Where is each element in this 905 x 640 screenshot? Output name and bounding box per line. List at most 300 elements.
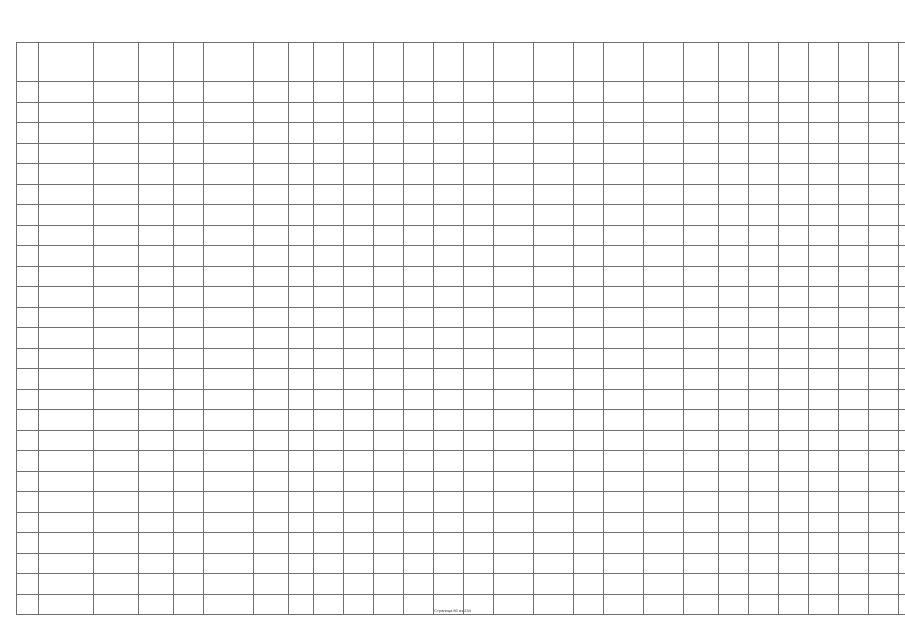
table-cell [899, 246, 905, 267]
table-cell [344, 574, 374, 595]
column-header [899, 43, 905, 82]
column-header [719, 43, 749, 82]
table-cell [869, 369, 899, 390]
table-cell [719, 348, 749, 369]
table-row [17, 102, 905, 123]
table-cell [39, 205, 94, 226]
table-cell [869, 389, 899, 410]
table-cell [644, 389, 684, 410]
table-cell [869, 430, 899, 451]
table-cell [254, 328, 289, 349]
table-cell [749, 471, 779, 492]
column-header [289, 43, 314, 82]
table-cell [839, 348, 869, 369]
table-cell [644, 225, 684, 246]
table-cell [174, 574, 204, 595]
table-cell [749, 574, 779, 595]
table-cell [434, 266, 464, 287]
table-cell [494, 184, 534, 205]
table-cell [289, 82, 314, 103]
table-cell [574, 143, 604, 164]
table-cell [289, 184, 314, 205]
table-cell [254, 143, 289, 164]
table-cell [139, 225, 174, 246]
table-cell [17, 184, 39, 205]
table-cell [899, 512, 905, 533]
table-cell [404, 266, 434, 287]
table-cell [314, 82, 344, 103]
table-cell [719, 225, 749, 246]
table-cell [644, 328, 684, 349]
table-cell [869, 410, 899, 431]
table-cell [779, 123, 809, 144]
table-cell [779, 574, 809, 595]
table-cell [839, 471, 869, 492]
table-cell [434, 512, 464, 533]
table-cell [254, 266, 289, 287]
table-cell [254, 184, 289, 205]
table-cell [139, 266, 174, 287]
table-cell [779, 389, 809, 410]
table-cell [344, 225, 374, 246]
table-cell [839, 512, 869, 533]
table-cell [604, 574, 644, 595]
table-cell [204, 451, 254, 472]
table-cell [534, 225, 574, 246]
table-cell [344, 143, 374, 164]
table-row [17, 164, 905, 185]
table-row [17, 266, 905, 287]
table-header [17, 43, 905, 82]
table-cell [779, 287, 809, 308]
table-row [17, 348, 905, 369]
table-cell [374, 451, 404, 472]
table-cell [779, 348, 809, 369]
table-cell [374, 492, 404, 513]
table-cell [604, 82, 644, 103]
table-cell [779, 164, 809, 185]
table-cell [39, 471, 94, 492]
table-cell [779, 307, 809, 328]
table-cell [719, 389, 749, 410]
table-cell [809, 307, 839, 328]
table-cell [869, 328, 899, 349]
column-header [174, 43, 204, 82]
table-cell [254, 82, 289, 103]
table-cell [254, 164, 289, 185]
table-cell [464, 389, 494, 410]
table-cell [604, 205, 644, 226]
table-cell [204, 369, 254, 390]
table-cell [374, 164, 404, 185]
table-cell [314, 246, 344, 267]
table-cell [374, 246, 404, 267]
table-cell [404, 328, 434, 349]
table-cell [344, 184, 374, 205]
table-cell [94, 553, 139, 574]
table-cell [94, 574, 139, 595]
table-cell [574, 246, 604, 267]
table-cell [749, 492, 779, 513]
table-cell [374, 123, 404, 144]
table-cell [464, 410, 494, 431]
table-cell [574, 553, 604, 574]
table-cell [254, 512, 289, 533]
table-cell [434, 369, 464, 390]
table-cell [899, 102, 905, 123]
table-cell [174, 369, 204, 390]
table-cell [289, 369, 314, 390]
table-cell [684, 533, 719, 554]
table-body [17, 82, 905, 615]
table-cell [139, 205, 174, 226]
table-cell [839, 246, 869, 267]
table-cell [17, 328, 39, 349]
table-cell [644, 123, 684, 144]
table-cell [254, 410, 289, 431]
table-cell [289, 533, 314, 554]
table-cell [17, 287, 39, 308]
table-cell [174, 348, 204, 369]
table-cell [94, 82, 139, 103]
table-cell [899, 287, 905, 308]
table-cell [17, 266, 39, 287]
table-cell [719, 471, 749, 492]
table-cell [604, 492, 644, 513]
table-cell [464, 328, 494, 349]
table-cell [139, 471, 174, 492]
table-cell [574, 287, 604, 308]
table-cell [174, 184, 204, 205]
page-footer: Страница 80 из 234 [434, 608, 471, 613]
table-cell [174, 410, 204, 431]
table-cell [344, 533, 374, 554]
table-cell [314, 430, 344, 451]
table-cell [254, 348, 289, 369]
table-cell [644, 143, 684, 164]
table-cell [534, 410, 574, 431]
table-cell [94, 225, 139, 246]
table-cell [17, 410, 39, 431]
table-cell [344, 246, 374, 267]
table-cell [139, 307, 174, 328]
table-cell [749, 184, 779, 205]
table-cell [494, 102, 534, 123]
table-cell [899, 348, 905, 369]
table-cell [139, 328, 174, 349]
table-cell [94, 348, 139, 369]
table-cell [644, 574, 684, 595]
table-cell [684, 246, 719, 267]
table-cell [254, 205, 289, 226]
table-cell [289, 512, 314, 533]
table-cell [289, 451, 314, 472]
table-cell [534, 307, 574, 328]
table-cell [749, 553, 779, 574]
table-cell [94, 471, 139, 492]
table-cell [604, 225, 644, 246]
table-cell [39, 430, 94, 451]
table-cell [839, 164, 869, 185]
table-cell [644, 164, 684, 185]
table-cell [139, 389, 174, 410]
table-cell [94, 164, 139, 185]
table-cell [289, 430, 314, 451]
table-cell [779, 451, 809, 472]
table-cell [94, 512, 139, 533]
table-cell [314, 205, 344, 226]
table-cell [17, 389, 39, 410]
table-cell [434, 574, 464, 595]
table-cell [254, 430, 289, 451]
table-cell [344, 430, 374, 451]
column-header [254, 43, 289, 82]
table-cell [604, 287, 644, 308]
table-cell [534, 348, 574, 369]
table-cell [94, 369, 139, 390]
table-cell [494, 492, 534, 513]
table-cell [344, 553, 374, 574]
table-cell [574, 512, 604, 533]
table-cell [494, 574, 534, 595]
table-cell [464, 82, 494, 103]
table-cell [749, 533, 779, 554]
table-cell [204, 430, 254, 451]
table-cell [39, 574, 94, 595]
header-row [17, 43, 905, 82]
table-cell [404, 348, 434, 369]
table-cell [809, 430, 839, 451]
table-cell [749, 164, 779, 185]
table-cell [139, 533, 174, 554]
table-cell [254, 287, 289, 308]
table-cell [869, 533, 899, 554]
table-cell [684, 143, 719, 164]
table-cell [899, 471, 905, 492]
table-cell [719, 164, 749, 185]
table-cell [809, 492, 839, 513]
table-cell [684, 451, 719, 472]
table-cell [494, 410, 534, 431]
table-cell [254, 307, 289, 328]
table-cell [174, 123, 204, 144]
column-header [749, 43, 779, 82]
table-row [17, 205, 905, 226]
table-cell [899, 533, 905, 554]
column-header [494, 43, 534, 82]
table-cell [809, 471, 839, 492]
table-cell [899, 553, 905, 574]
table-cell [174, 225, 204, 246]
table-cell [899, 123, 905, 144]
table-cell [314, 512, 344, 533]
table-cell [494, 123, 534, 144]
table-cell [404, 307, 434, 328]
table-cell [289, 123, 314, 144]
table-cell [899, 266, 905, 287]
table-cell [39, 369, 94, 390]
table-cell [374, 266, 404, 287]
table-cell [139, 410, 174, 431]
table-cell [254, 369, 289, 390]
table-cell [139, 369, 174, 390]
table-cell [314, 348, 344, 369]
table-cell [839, 430, 869, 451]
table-cell [204, 184, 254, 205]
table-cell [534, 389, 574, 410]
table-cell [94, 205, 139, 226]
table-cell [17, 307, 39, 328]
table-cell [869, 348, 899, 369]
table-cell [374, 328, 404, 349]
table-cell [644, 553, 684, 574]
table-cell [644, 369, 684, 390]
table-cell [574, 348, 604, 369]
table-cell [39, 533, 94, 554]
table-cell [779, 553, 809, 574]
table-cell [604, 553, 644, 574]
table-row [17, 82, 905, 103]
table-cell [869, 205, 899, 226]
table-cell [809, 451, 839, 472]
table-cell [204, 164, 254, 185]
table-cell [899, 451, 905, 472]
table-cell [604, 512, 644, 533]
table-cell [174, 389, 204, 410]
table-cell [719, 451, 749, 472]
table-cell [749, 348, 779, 369]
table-cell [574, 307, 604, 328]
table-cell [404, 164, 434, 185]
table-cell [899, 369, 905, 390]
table-cell [809, 287, 839, 308]
table-cell [809, 348, 839, 369]
table-cell [719, 307, 749, 328]
table-cell [719, 287, 749, 308]
table-cell [344, 471, 374, 492]
table-cell [869, 287, 899, 308]
table-cell [494, 369, 534, 390]
table-cell [644, 348, 684, 369]
table-cell [174, 246, 204, 267]
table-cell [644, 512, 684, 533]
table-cell [839, 369, 869, 390]
table-cell [139, 574, 174, 595]
table-cell [404, 369, 434, 390]
column-header [404, 43, 434, 82]
table-row [17, 184, 905, 205]
table-cell [404, 184, 434, 205]
table-cell [604, 369, 644, 390]
table-cell [604, 266, 644, 287]
table-cell [464, 574, 494, 595]
table-cell [719, 123, 749, 144]
table-cell [534, 266, 574, 287]
table-row [17, 553, 905, 574]
table-cell [374, 307, 404, 328]
table-cell [17, 123, 39, 144]
table-row [17, 492, 905, 513]
table-cell [839, 492, 869, 513]
table-cell [464, 266, 494, 287]
table-cell [574, 574, 604, 595]
table-cell [719, 246, 749, 267]
table-cell [289, 143, 314, 164]
table-cell [604, 471, 644, 492]
table-cell [809, 369, 839, 390]
table-cell [204, 266, 254, 287]
table-cell [204, 82, 254, 103]
table-cell [839, 410, 869, 431]
table-cell [17, 471, 39, 492]
table-cell [779, 102, 809, 123]
table-cell [644, 266, 684, 287]
table-cell [684, 389, 719, 410]
column-header [464, 43, 494, 82]
column-header [39, 43, 94, 82]
table-cell [139, 123, 174, 144]
table-cell [374, 348, 404, 369]
table-cell [464, 533, 494, 554]
table-cell [809, 225, 839, 246]
table-cell [684, 492, 719, 513]
table-row [17, 533, 905, 554]
table-cell [314, 492, 344, 513]
table-cell [494, 164, 534, 185]
table-cell [574, 123, 604, 144]
table-cell [404, 451, 434, 472]
table-cell [374, 389, 404, 410]
table-cell [809, 389, 839, 410]
table-cell [779, 225, 809, 246]
table-cell [204, 123, 254, 144]
table-cell [254, 492, 289, 513]
table-cell [17, 164, 39, 185]
table-cell [39, 451, 94, 472]
table-cell [374, 205, 404, 226]
table-cell [839, 307, 869, 328]
table-cell [494, 287, 534, 308]
table-cell [17, 102, 39, 123]
table-cell [574, 451, 604, 472]
table-cell [464, 492, 494, 513]
table-cell [344, 307, 374, 328]
table-cell [464, 246, 494, 267]
table-cell [434, 389, 464, 410]
table-cell [434, 410, 464, 431]
table-cell [434, 246, 464, 267]
table-cell [809, 102, 839, 123]
table-cell [374, 410, 404, 431]
table-cell [254, 102, 289, 123]
table-cell [534, 143, 574, 164]
table-cell [684, 348, 719, 369]
table-cell [719, 430, 749, 451]
table-cell [434, 430, 464, 451]
table-cell [574, 266, 604, 287]
table-cell [574, 225, 604, 246]
table-cell [464, 164, 494, 185]
table-cell [684, 123, 719, 144]
table-cell [314, 266, 344, 287]
table-cell [494, 512, 534, 533]
table-cell [374, 553, 404, 574]
table-cell [39, 143, 94, 164]
table-cell [534, 471, 574, 492]
table-cell [809, 574, 839, 595]
table-cell [204, 246, 254, 267]
table-cell [809, 246, 839, 267]
